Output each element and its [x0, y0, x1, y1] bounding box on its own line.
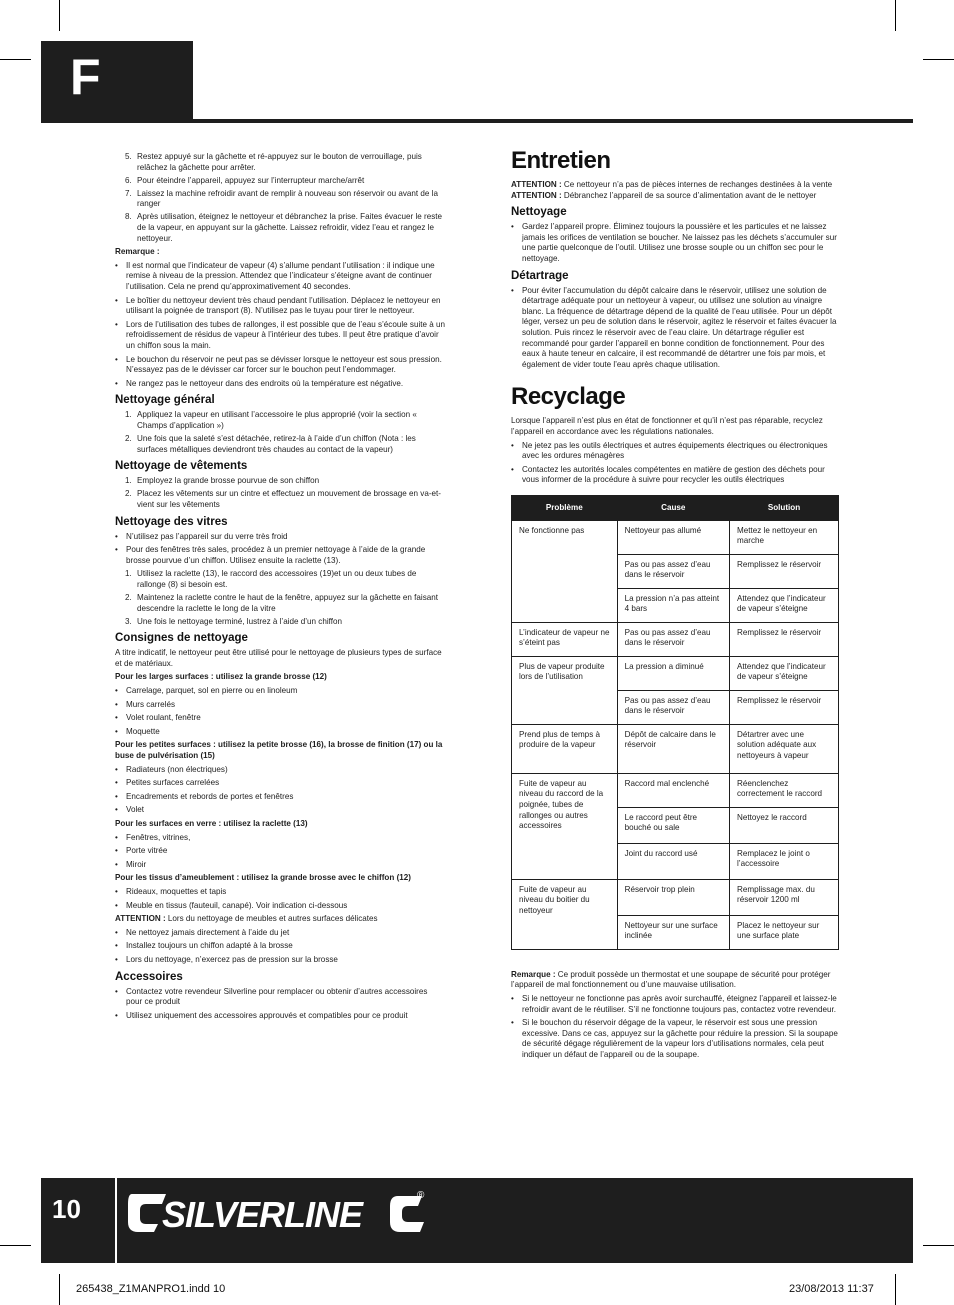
bullet-item: • Miroir	[115, 860, 445, 871]
bullet-item: • Pour éviter l’accumulation du dépôt calcaire dans le réservoir, utilisez une solution de détartrage adéquate pour un nettoyeur à vapeur, ou utilisez une solution au vinaigre blanc. La fréquence de détartrage dépend de la qualité de l’eau utilisée. Pour un dépôt léger, versez un peu de solution dans le réservoir, agitez le réservoir et faites évacuer la solution. Puis rincez le réservoir avec de l’eau claire. Un détartrage régulier est recommandé pour garder l’appareil en bonne condition de fonctionnement. Pour des eaux à haute teneur en calcaire, il est recommandé de détartrer une fois par mois, et également de vider toute l’eau après chaque utilisation.	[511, 286, 841, 371]
cleaning-list	[511, 222, 841, 264]
solution-cell: Réenclenchez correctement le raccord	[730, 773, 839, 807]
bullet-item: • Si le bouchon du réservoir dégage de la vapeur, le réservoir est sous une pression excessive. Dans ce cas, appuyez sur la gâchette pour réduire la pression. Si la soupape de sécurité dégage régulièrement de la vapeur lors d’utilisations normales, cela peut indiquer un défaut de l’appareil ou de la soupape.	[511, 1018, 841, 1060]
step-item: 2. Placez les vêtements sur un cintre et effectuez un mouvement de brossage en va-et-vient sur les vêtements	[125, 489, 441, 509]
recycling-intro: Lorsque l’appareil n’est plus en état de fonctionner et qu’il n’est pas réparable, recyclez l’appareil en accordance avec les régulations nationales.	[511, 416, 823, 436]
bullet-item: • Petites surfaces carrelées	[115, 778, 445, 789]
solution-cell: Remplissez le réservoir	[730, 622, 839, 656]
cause-cell: Nettoyeur pas allumé	[617, 520, 729, 554]
silverline-logo	[126, 1188, 436, 1236]
bullet-item: • Gardez l’appareil propre. Éliminez toujours la poussière et les particules et ne laissez jamais les orifices de ventilation se boucher. Ne laissez pas les déchets s’accumuler sur une partie quelconque de l’outil. Utilisez une brosse souple ou un chiffon sec pour le nettoyage.	[511, 222, 841, 264]
bullet-item: • Contactez votre revendeur Silverline pour remplacer ou obtenir d’autres accessoires pour ce produit	[115, 987, 445, 1008]
bullet-item: • Contactez les autorités locales compétentes en matière de gestion des déchets pour vous informer de la procédure à suivre pour recycler les outils électriques	[511, 465, 841, 486]
descaling-list	[511, 286, 841, 371]
bullet-item: • Ne nettoyez jamais directement à l’aide du jet	[115, 928, 445, 939]
solution-cell: Remplissez le réservoir	[730, 554, 839, 588]
troubleshooting-table	[511, 495, 839, 950]
language-tab	[41, 41, 193, 123]
cause-cell: Dépôt de calcaire dans le réservoir	[617, 724, 729, 773]
small-surfaces-list	[115, 765, 445, 816]
crop-mark	[923, 59, 954, 60]
maintenance-heading: Entretien	[511, 147, 611, 174]
solution-cell: Nettoyez le raccord	[730, 807, 839, 843]
solution-cell: Remplissage max. du réservoir 1200 ml	[730, 879, 839, 915]
guidelines-intro: A titre indicatif, le nettoyeur peut être utilisé pour le nettoyage de plusieurs types de surface et de matériaux.	[115, 648, 442, 668]
bullet-item: • Pour des fenêtres très sales, procédez à un premier nettoyage à l’aide de la grande brosse pourvue d’un chiffon. Utilisez ensuite la raclette (13).	[115, 545, 445, 566]
bullet-item: • Le bouchon du réservoir ne peut pas se dévisser lorsque le nettoyeur est sous pression. N’essayez pas de le dévisser car forcer sur le bouchon peut l’endommager.	[115, 355, 445, 376]
cause-cell: Pas ou pas assez d’eau dans le réservoir	[617, 554, 729, 588]
solution-cell: Attendez que l’indicateur de vapeur s’éteigne	[730, 588, 839, 622]
table-row	[512, 879, 839, 915]
bullet-item: • Murs carrelés	[115, 700, 445, 711]
bullet-item: • Si le nettoyeur ne fonctionne pas après avoir surchauffé, éteignez l’appareil et laissez-le refroidir avant de le réutiliser. S’il ne fonctionne toujours pas, contactez votre revendeur.	[511, 994, 841, 1015]
large-surfaces-list	[115, 686, 445, 737]
cleaning-guidelines-heading: Consignes de nettoyage	[115, 632, 248, 645]
step-item: 7. Laissez la machine refroidir avant de remplir à nouveau son réservoir ou avant de la ranger	[125, 188, 438, 209]
crop-mark	[895, 1274, 896, 1305]
step-item: 1. Utilisez la raclette (13), le raccord des accessoires (19)et un ou deux tubes de rallonge (8) si besoin est.	[125, 569, 417, 589]
page-number: 10	[52, 1194, 81, 1224]
accessories-heading: Accessoires	[115, 970, 183, 983]
solution-cell: Placez le nettoyeur sur une surface plate	[730, 915, 839, 949]
cause-cell: Joint du raccord usé	[617, 843, 729, 879]
table-row	[512, 622, 839, 656]
table-row	[512, 773, 839, 807]
bullet-item: • Ne jetez pas les outils électriques et autres équipements électriques ou électroniques avec les ordures ménagères	[511, 441, 841, 462]
bullet-item: • Rideaux, moquettes et tapis	[115, 887, 445, 898]
step-item: 1. Employez la grande brosse pourvue de son chiffon	[125, 476, 320, 486]
fabric-label: Pour les tissus d’ameublement : utilisez la grande brosse avec le chiffon (12)	[115, 873, 411, 883]
bullet-item: • Le boîtier du nettoyeur devient très chaud pendant l’utilisation. Déplacez le nettoyeur en utilisant la poignée de transport (8). N’utilisez pas le tuyau pour tirer le nettoyeur.	[115, 296, 445, 317]
bullet-item: • Utilisez uniquement des accessoires approuvés et compatibles pour ce produit	[115, 1011, 445, 1022]
step-item: 5. Restez appuyé sur la gâchette et ré-appuyez sur le bouton de verrouillage, puis relâchez la gâchette pour arrêter.	[125, 152, 422, 172]
cause-cell: Pas ou pas assez d’eau dans le réservoir	[617, 690, 729, 724]
cause-cell: Réservoir trop plein	[617, 879, 729, 915]
step-item: 2. Maintenez la raclette contre le haut de la fenêtre, appuyez sur la gâchette en faisant descendre la raclette le long de la vitre	[125, 593, 439, 613]
right-column	[511, 148, 841, 1064]
table-header-problem: Problème	[512, 495, 618, 520]
general-cleaning-steps	[115, 410, 445, 455]
problem-cell: L’indicateur de vapeur ne s’éteint pas	[512, 622, 618, 656]
cause-cell: Nettoyeur sur une surface inclinée	[617, 915, 729, 949]
left-column	[115, 152, 445, 1024]
large-surfaces-label: Pour les larges surfaces : utilisez la grande brosse (12)	[115, 672, 327, 682]
solution-cell: Attendez que l’indicateur de vapeur s’éteigne	[730, 656, 839, 690]
crop-mark	[59, 0, 60, 31]
header-rule	[193, 119, 913, 123]
crop-mark	[0, 59, 31, 60]
step-item: 3. Une fois le nettoyage terminé, lustrez à l’aide d’un chiffon	[125, 616, 343, 626]
table-row	[512, 656, 839, 690]
cause-cell: Pas ou pas assez d’eau dans le réservoir	[617, 622, 729, 656]
file-info: 265438_Z1MANPRO1.indd 10	[76, 1283, 226, 1295]
cleaning-heading: Nettoyage	[511, 206, 567, 219]
glass-surfaces-list	[115, 833, 445, 871]
problem-cell: Fuite de vapeur au niveau du boitier du nettoyeur	[512, 879, 618, 949]
general-cleaning-heading: Nettoyage général	[115, 394, 215, 407]
problem-cell: Plus de vapeur produite lors de l’utilisation	[512, 656, 618, 724]
bullet-item: • Porte vitrée	[115, 846, 445, 857]
step-item: 6. Pour éteindre l’appareil, appuyez sur l’interrupteur marche/arrêt	[125, 175, 365, 185]
date-info: 23/08/2013 11:37	[789, 1283, 874, 1295]
crop-mark	[923, 1245, 954, 1246]
recycling-heading: Recyclage	[511, 383, 626, 411]
bullet-item: • Carrelage, parquet, sol en pierre ou en linoleum	[115, 686, 445, 697]
language-letter: F	[70, 49, 101, 105]
bullet-item: • Ne rangez pas le nettoyeur dans des endroits où la température est négative.	[115, 379, 445, 390]
small-surfaces-label: Pour les petites surfaces : utilisez la petite brosse (16), la brosse de finition (17) ou la buse de pulvérisation (15)	[115, 740, 443, 761]
windows-cleaning-heading: Nettoyage des vitres	[115, 515, 228, 528]
bullet-item: • Installez toujours un chiffon adapté à la brosse	[115, 941, 445, 952]
bullet-item: • Lors de l’utilisation des tubes de rallonges, il est possible que de l’eau s’écoule suite à un refroidissement de résidus de vapeur à l’intérieur des tubes. Il peut être pratique d’avoir un chiffon sous la main.	[115, 320, 445, 352]
crop-mark	[59, 1274, 60, 1305]
accessories-list	[115, 987, 445, 1022]
remarque-note: Remarque : Ce produit possède un thermostat et une soupape de sécurité pour protéger l’appareil de mal fonctionnement ou d’une mauvaise utilisation.	[511, 969, 831, 990]
remarque-list	[115, 261, 445, 390]
bullet-item: • Volet	[115, 805, 445, 816]
remarque-list	[511, 994, 841, 1061]
bullet-item: • Fenêtres, vitrines,	[115, 833, 445, 844]
step-item: 8. Après utilisation, éteignez le nettoyeur et débranchez la prise. Faites évacuer le reste de la vapeur, en appuyant sur la gâchette. Laissez refroidir, videz l’eau et rangez le nettoyeur.	[125, 212, 443, 243]
problem-cell: Fuite de vapeur au niveau du raccord de la poignée, tubes de rallonges ou autres accessoires	[512, 773, 618, 879]
table-row	[512, 520, 839, 554]
crop-mark	[895, 0, 896, 31]
step-item: 2. Une fois que la saleté s’est détachée, retirez-la à l’aide d’un chiffon (Nota : les surfaces métalliques deviendront très chaudes au contact de la vapeur)	[125, 434, 416, 454]
fabric-list	[115, 887, 445, 911]
remarque-label: Remarque :	[115, 247, 160, 257]
bullet-item: • Lors du nettoyage, n’exercez pas de pression sur la brosse	[115, 955, 445, 966]
table-header-cause: Cause	[617, 495, 729, 520]
steps-continued	[115, 152, 445, 244]
attention-note: ATTENTION : Ce nettoyeur n’a pas de pièces internes de rechanges destinées à la vente	[511, 180, 833, 189]
cause-cell: La pression n’a pas atteint 4 bars	[617, 588, 729, 622]
windows-steps	[115, 569, 445, 627]
solution-cell: Détartrer avec une solution adéquate aux nettoyeurs à vapeur	[730, 724, 839, 773]
problem-cell: Ne fonctionne pas	[512, 520, 618, 622]
bullet-item: • Moquette	[115, 727, 445, 738]
crop-mark	[0, 1245, 31, 1246]
glass-surfaces-label: Pour les surfaces en verre : utilisez la raclette (13)	[115, 819, 308, 828]
svg-text:®: ®	[417, 1190, 425, 1201]
solution-cell: Mettez le nettoyeur en marche	[730, 520, 839, 554]
bullet-item: • Il est normal que l’indicateur de vapeur (4) s’allume pendant l’utilisation : il indique une remise à niveau de la pression. Attendez que l’indicateur s’éteigne avant de continuer l’utilisation. Cela ne prend qu’approximativement 40 secondes.	[115, 261, 445, 293]
windows-bullets	[115, 532, 445, 567]
table-row	[512, 724, 839, 773]
attention-note: ATTENTION : Débranchez l’appareil de sa source d’alimentation avant de le nettoyer	[511, 190, 817, 200]
svg-text:SILVERLINE: SILVERLINE	[162, 1194, 363, 1235]
descaling-heading: Détartrage	[511, 269, 569, 282]
cause-cell: La pression a diminué	[617, 656, 729, 690]
bullet-item: • Volet roulant, fenêtre	[115, 713, 445, 724]
attention-list	[115, 928, 445, 966]
attention-note: ATTENTION : Lors du nettoyage de meubles et autres surfaces délicates	[115, 914, 378, 924]
step-item: 1. Appliquez la vapeur en utilisant l’accessoire le plus approprié (voir la section « Champs d’application »)	[125, 410, 417, 430]
clothes-cleaning-steps	[115, 476, 445, 510]
solution-cell: Remplacez le joint o l’accessoire	[730, 843, 839, 879]
table-header-solution: Solution	[730, 495, 839, 520]
cause-cell: Le raccord peut être bouché ou sale	[617, 807, 729, 843]
solution-cell: Remplissez le réservoir	[730, 690, 839, 724]
clothes-cleaning-heading: Nettoyage de vêtements	[115, 460, 248, 473]
bullet-item: • Radiateurs (non électriques)	[115, 765, 445, 776]
problem-cell: Prend plus de temps à produire de la vapeur	[512, 724, 618, 773]
cause-cell: Raccord mal enclenché	[617, 773, 729, 807]
bullet-item: • Meuble en tissus (fauteuil, canapé). Voir indication ci-dessous	[115, 901, 445, 912]
bullet-item: • N’utilisez pas l’appareil sur du verre très froid	[115, 532, 445, 543]
recycling-list	[511, 441, 841, 486]
footer-divider	[115, 1178, 117, 1263]
bullet-item: • Encadrements et rebords de portes et fenêtres	[115, 792, 445, 803]
